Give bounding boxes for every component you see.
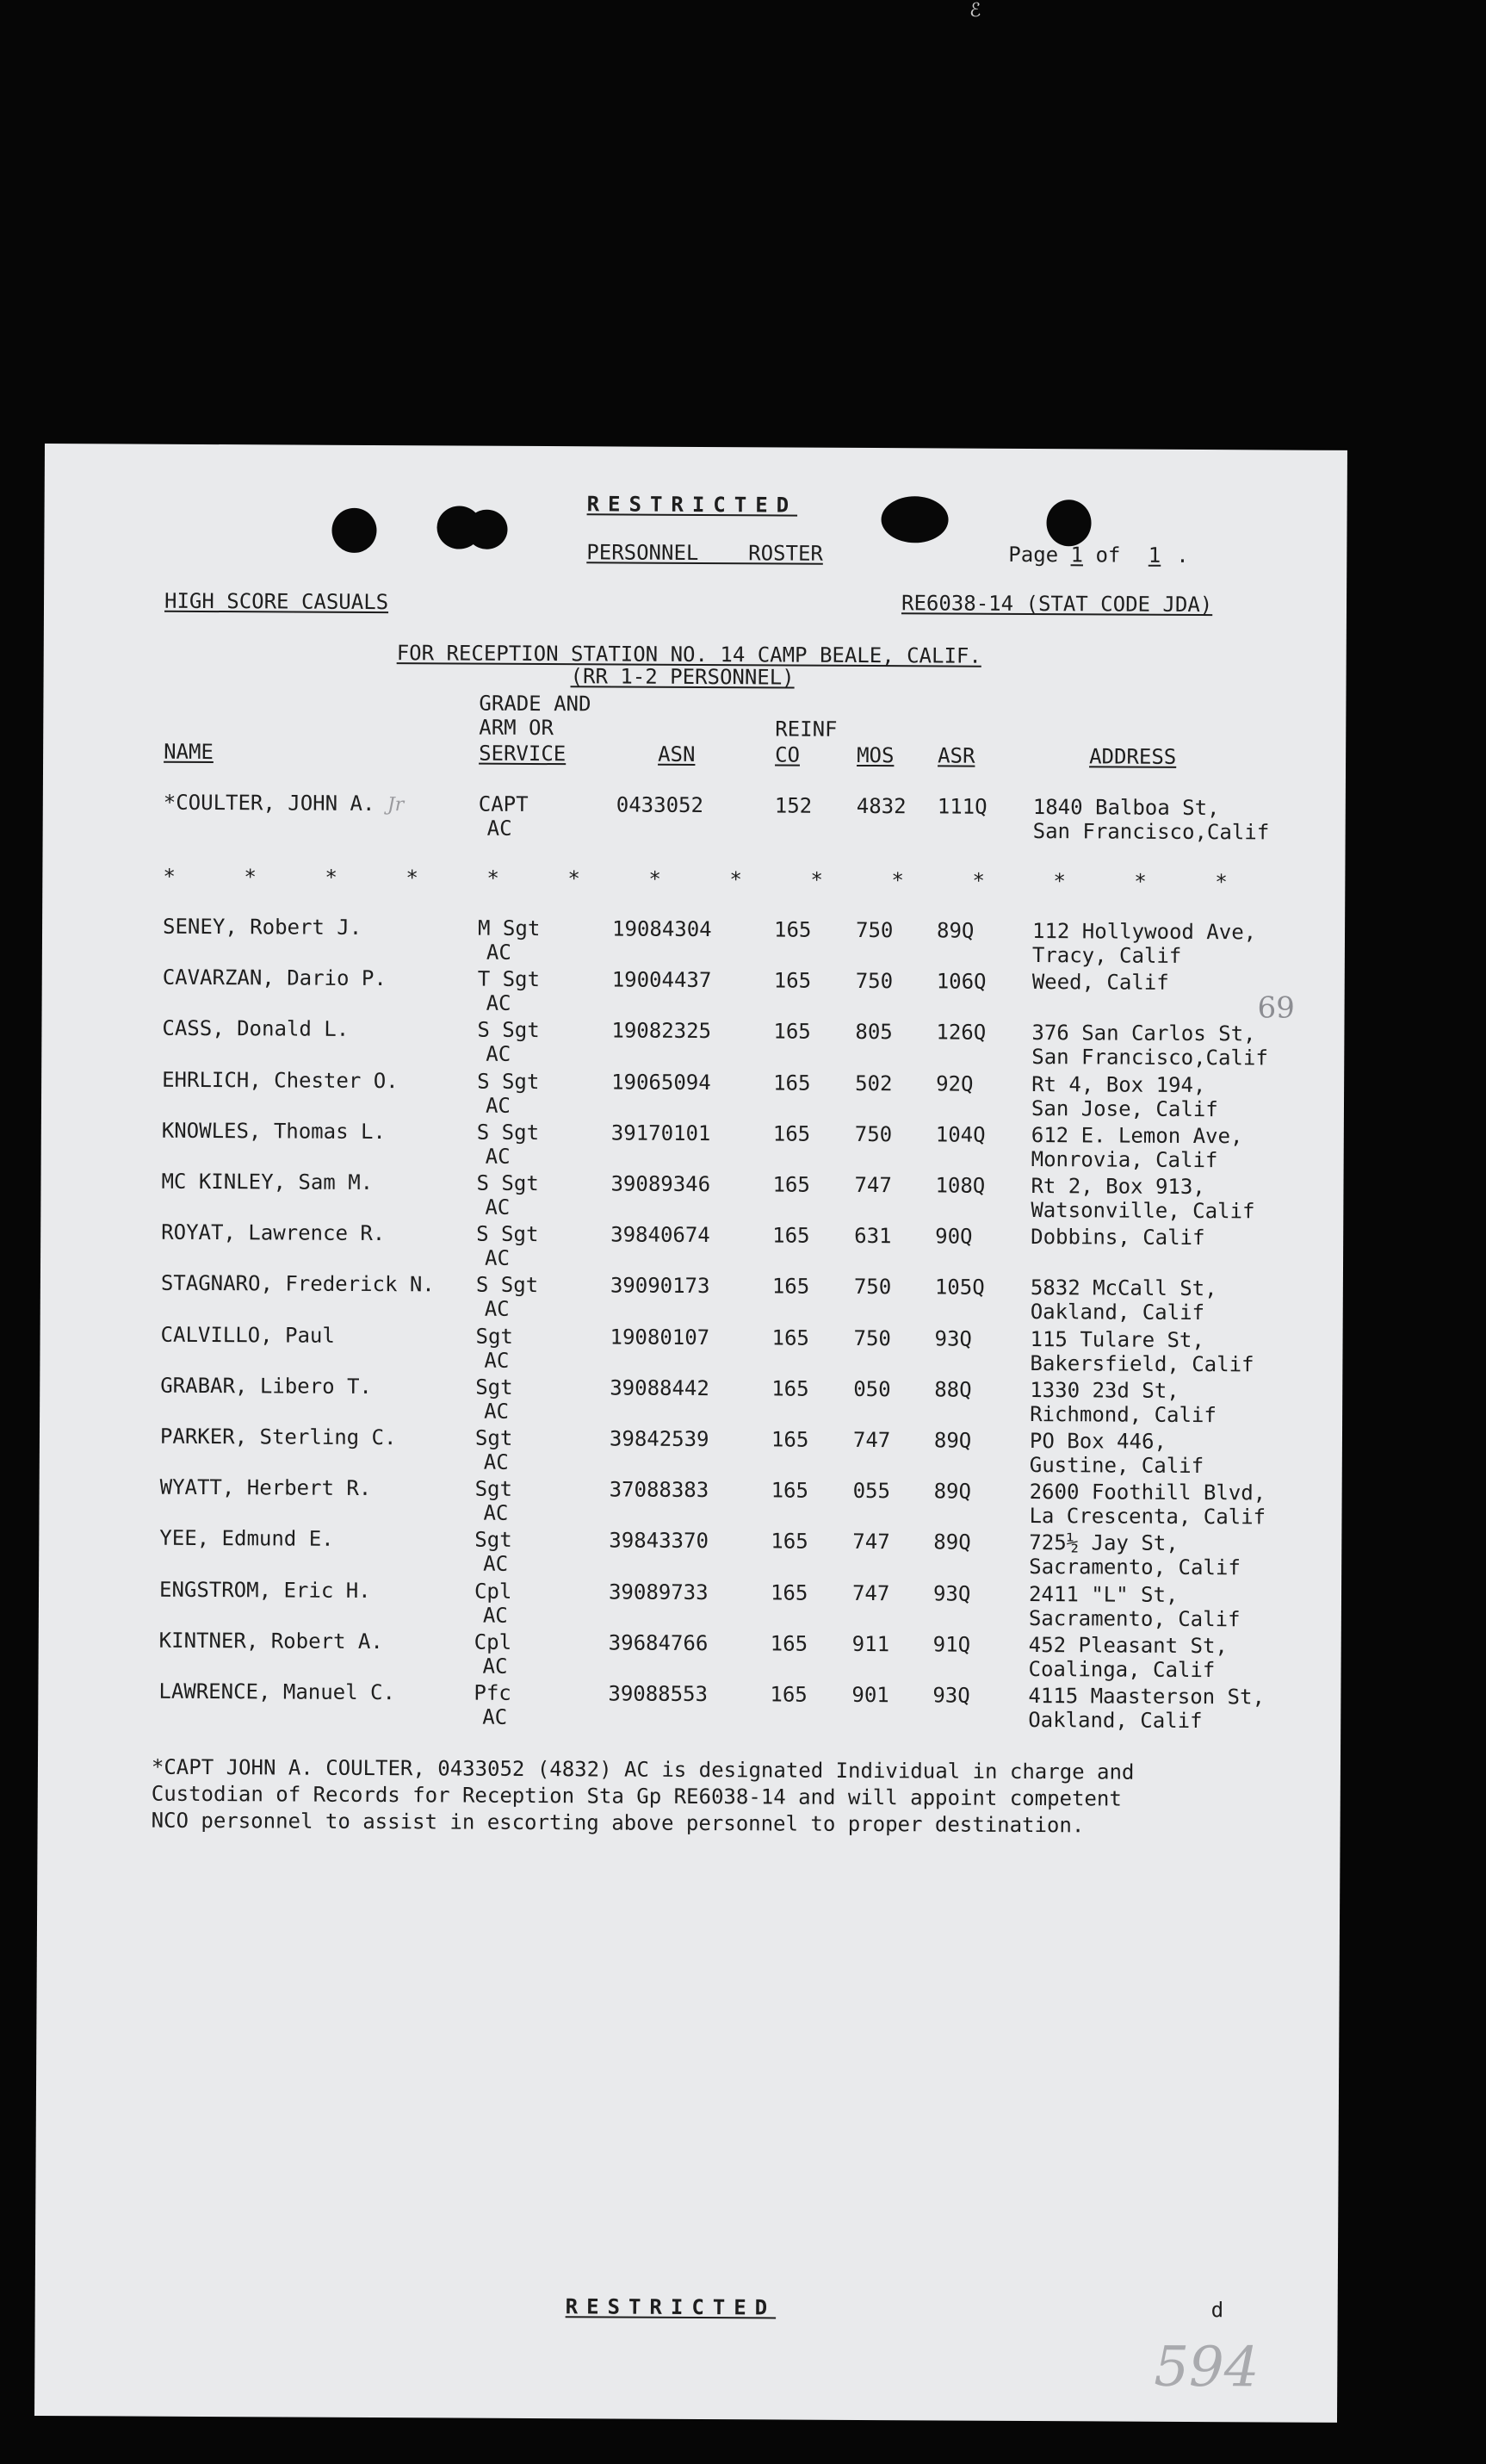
- d-mark: d: [1210, 2298, 1224, 2323]
- row-addr1: Rt 4, Box 194,: [1031, 1071, 1206, 1097]
- row-addr2: San Jose, Calif: [1031, 1095, 1218, 1121]
- row-mos: 502: [855, 1071, 893, 1095]
- row-addr1: 112 Hollywood Ave,: [1031, 919, 1257, 945]
- col-grade-l3: SERVICE: [479, 741, 567, 767]
- row-mos: 750: [853, 1325, 892, 1350]
- station-title: FOR RECEPTION STATION NO. 14 CAMP BEALE, CALIF.: [396, 641, 981, 668]
- col-mos: MOS: [857, 742, 895, 768]
- row-grade: S Sgt: [477, 1018, 540, 1043]
- separator-star: *: [891, 868, 904, 893]
- row-grade: S Sgt: [476, 1221, 539, 1247]
- officer-suffix-handwritten: Jr: [387, 794, 405, 816]
- row-arm: AC: [484, 1348, 510, 1373]
- row-name: ROYAT, Lawrence R.: [161, 1220, 386, 1246]
- row-reinf: 165: [773, 968, 812, 993]
- row-addr2: Sacramento, Calif: [1028, 1605, 1241, 1631]
- row-addr1: 5832 McCall St,: [1030, 1275, 1217, 1301]
- separator-star: *: [244, 865, 257, 890]
- row-asr: 93Q: [932, 1581, 971, 1606]
- row-mos: 750: [855, 969, 894, 994]
- page-num: 1: [1070, 543, 1084, 568]
- row-asr: 89Q: [933, 1530, 971, 1555]
- row-reinf: 165: [770, 1580, 808, 1605]
- row-asr: 108Q: [935, 1173, 986, 1198]
- row-grade: Sgt: [474, 1528, 512, 1553]
- row-asr: 89Q: [933, 1428, 972, 1453]
- row-asr: 89Q: [933, 1479, 972, 1504]
- row-reinf: 165: [773, 1019, 811, 1045]
- row-reinf: 165: [771, 1376, 809, 1401]
- roster-page: [34, 444, 1347, 2423]
- row-asn: 39842539: [609, 1426, 709, 1452]
- row-addr2: Monrovia, Calif: [1031, 1146, 1218, 1172]
- row-asn: 19004437: [611, 967, 712, 993]
- row-mos: 747: [851, 1580, 890, 1605]
- row-grade: Sgt: [475, 1375, 513, 1400]
- row-name: ENGSTROM, Eric H.: [158, 1577, 371, 1603]
- handwritten-page-number: 594: [1154, 2335, 1260, 2400]
- row-grade: Cpl: [474, 1629, 512, 1654]
- col-asn: ASN: [658, 742, 696, 767]
- punch-hole: [331, 508, 376, 553]
- row-mos: 901: [851, 1682, 889, 1708]
- row-reinf: 165: [771, 1478, 809, 1503]
- col-reinf-l2: CO: [775, 742, 801, 767]
- row-addr1: 2411 "L" St,: [1028, 1581, 1179, 1607]
- row-name: LAWRENCE, Manuel C.: [158, 1679, 396, 1705]
- separator-star: *: [486, 866, 499, 891]
- row-name: GRABAR, Libero T.: [160, 1373, 372, 1399]
- officer-name: [164, 791, 405, 817]
- row-asn: 39088553: [608, 1681, 709, 1707]
- row-arm: AC: [482, 1704, 508, 1729]
- page-indicator: [1008, 543, 1189, 568]
- row-reinf: 165: [771, 1325, 810, 1350]
- page-of: of: [1095, 543, 1121, 568]
- officer-asr: 111Q: [937, 794, 988, 819]
- row-asr: 105Q: [934, 1275, 985, 1300]
- row-grade: S Sgt: [475, 1273, 539, 1298]
- col-grade-l2: ARM OR: [479, 715, 554, 741]
- restricted-bottom: RESTRICTED: [565, 2294, 777, 2320]
- row-arm: AC: [485, 1144, 511, 1169]
- row-addr2: Oakland, Calif: [1028, 1708, 1203, 1734]
- roster-title-text: PERSONNEL ROSTER: [586, 540, 823, 566]
- row-addr2: Bakersfield, Calif: [1030, 1350, 1254, 1376]
- separator-star: *: [648, 866, 661, 891]
- row-reinf: 165: [772, 1172, 810, 1197]
- row-reinf: 165: [770, 1682, 808, 1707]
- row-grade: Pfc: [474, 1680, 511, 1705]
- row-arm: AC: [484, 1297, 510, 1322]
- separator-star: *: [163, 864, 176, 889]
- row-mos: 805: [855, 1020, 893, 1045]
- row-addr1: Dobbins, Calif: [1031, 1225, 1205, 1251]
- separator-star: *: [406, 866, 418, 891]
- row-arm: AC: [484, 1245, 511, 1271]
- row-arm: AC: [484, 1399, 510, 1424]
- separator-star: *: [1134, 869, 1147, 894]
- row-asn: 39170101: [610, 1120, 711, 1145]
- row-arm: AC: [486, 1042, 511, 1067]
- row-mos: 747: [852, 1530, 890, 1555]
- row-addr2: Watsonville, Calif: [1031, 1198, 1255, 1224]
- row-arm: AC: [482, 1603, 508, 1628]
- col-name: NAME: [164, 739, 214, 765]
- row-addr2: Richmond, Calif: [1030, 1401, 1217, 1427]
- separator-star: *: [1215, 870, 1228, 895]
- col-asr: ASR: [938, 743, 975, 768]
- row-name: CAVARZAN, Dario P.: [162, 965, 387, 991]
- separator-star: *: [1053, 869, 1066, 894]
- row-mos: 750: [855, 917, 894, 943]
- row-asn: 19084304: [611, 916, 712, 942]
- row-reinf: 165: [771, 1529, 808, 1555]
- row-addr1: Rt 2, Box 913,: [1031, 1174, 1205, 1200]
- row-asn: 39089733: [608, 1580, 709, 1604]
- row-reinf: 165: [772, 1223, 810, 1248]
- punch-hole: [881, 496, 948, 543]
- separator-star: *: [325, 865, 337, 890]
- row-name: STAGNARO, Frederick N.: [160, 1271, 435, 1297]
- row-asn: 39840674: [610, 1222, 710, 1248]
- row-mos: 055: [852, 1479, 891, 1504]
- row-addr1: PO Box 446,: [1029, 1429, 1167, 1454]
- page-total: 1: [1148, 543, 1161, 568]
- row-asn: 39090173: [610, 1273, 710, 1299]
- row-addr1: 115 Tulare St,: [1030, 1326, 1204, 1352]
- row-name: CALVILLO, Paul: [160, 1322, 335, 1348]
- separator-star: *: [567, 866, 580, 891]
- row-asn: 19082325: [611, 1018, 712, 1044]
- row-name: EHRLICH, Chester O.: [162, 1067, 399, 1093]
- row-arm: AC: [483, 1552, 509, 1577]
- row-reinf: 165: [770, 1631, 808, 1656]
- row-addr1: 376 San Carlos St,: [1031, 1021, 1256, 1046]
- row-asr: 104Q: [935, 1122, 986, 1147]
- col-grade-l1: GRADE AND: [479, 691, 591, 717]
- row-asn: 39684766: [608, 1630, 709, 1655]
- row-grade: S Sgt: [476, 1120, 540, 1145]
- scan-mark: ℰ: [969, 0, 981, 22]
- row-mos: 750: [853, 1275, 892, 1300]
- row-addr1: 612 E. Lemon Ave,: [1031, 1122, 1243, 1149]
- roster-title: [586, 540, 823, 565]
- rr-subtitle: (RR 1-2 PERSONNEL): [570, 664, 795, 690]
- officer-asn: 0433052: [616, 792, 704, 818]
- row-addr2: Oakland, Calif: [1030, 1300, 1205, 1325]
- officer-grade: CAPT: [478, 791, 529, 816]
- row-asr: 126Q: [936, 1020, 987, 1046]
- margin-note-handwritten: 69: [1257, 990, 1295, 1026]
- row-asr: 91Q: [932, 1632, 971, 1657]
- row-grade: Cpl: [474, 1579, 512, 1604]
- row-asr: 93Q: [932, 1683, 970, 1708]
- col-reinf-l1: REINF: [775, 717, 838, 742]
- row-grade: Sgt: [474, 1476, 513, 1502]
- row-name: SENEY, Robert J.: [162, 914, 362, 940]
- page-prefix: Page: [1008, 542, 1059, 568]
- row-arm: AC: [485, 1195, 511, 1220]
- row-addr2: San Francisco,Calif: [1031, 1045, 1268, 1071]
- row-arm: AC: [483, 1449, 509, 1474]
- row-reinf: 165: [773, 1071, 811, 1095]
- row-addr1: 725½ Jay St,: [1029, 1530, 1179, 1556]
- row-asn: 19080107: [610, 1325, 710, 1350]
- footnote-line-1: *CAPT JOHN A. COULTER, 0433052 (4832) AC is designated Individual in charge and: [151, 1754, 1135, 1784]
- row-asn: 19065094: [611, 1070, 711, 1095]
- row-name: YEE, Edmund E.: [159, 1526, 334, 1552]
- row-asr: 89Q: [936, 918, 975, 943]
- footnote-line-3: NCO personnel to assist in escorting above personnel to proper destination.: [151, 1808, 1085, 1838]
- row-name: KINTNER, Robert A.: [158, 1628, 383, 1654]
- footnote-line-2: Custodian of Records for Reception Sta Gp RE6038-14 and will appoint competent: [151, 1781, 1122, 1811]
- row-addr2: La Crescenta, Calif: [1029, 1504, 1266, 1530]
- row-name: KNOWLES, Thomas L.: [161, 1118, 386, 1144]
- row-mos: 747: [854, 1172, 892, 1198]
- row-reinf: 165: [771, 1427, 809, 1452]
- officer-addr2: San Francisco,Calif: [1032, 819, 1270, 845]
- row-grade: Sgt: [475, 1324, 514, 1349]
- punch-hole: [466, 510, 507, 549]
- row-addr1: Weed, Calif: [1031, 970, 1169, 996]
- row-name: WYATT, Herbert R.: [159, 1474, 372, 1501]
- row-arm: AC: [486, 990, 511, 1016]
- punch-hole: [1046, 500, 1091, 546]
- row-grade: Sgt: [474, 1425, 513, 1450]
- restricted-top: RESTRICTED: [586, 492, 798, 518]
- row-addr1: 1330 23d St,: [1030, 1377, 1180, 1403]
- row-arm: AC: [482, 1654, 508, 1679]
- row-mos: 911: [851, 1631, 890, 1656]
- col-address: ADDRESS: [1089, 744, 1177, 769]
- row-asr: 88Q: [934, 1377, 972, 1402]
- officer-reinf: 152: [774, 793, 813, 818]
- officer-name-text: *COULTER, JOHN A.: [163, 790, 375, 816]
- officer-mos: 4832: [856, 793, 907, 819]
- row-asn: 37088383: [609, 1477, 709, 1503]
- page-suffix: .: [1176, 543, 1189, 568]
- row-grade: S Sgt: [476, 1170, 539, 1196]
- left-title: HIGH SCORE CASUALS: [164, 588, 389, 615]
- row-addr1: 2600 Foothill Blvd,: [1029, 1480, 1266, 1505]
- row-mos: 050: [853, 1376, 891, 1401]
- row-arm: AC: [483, 1500, 509, 1526]
- row-addr2: Tracy, Calif: [1031, 943, 1182, 968]
- row-asr: 92Q: [936, 1071, 974, 1096]
- separator-star: *: [729, 867, 742, 892]
- row-asr: 90Q: [935, 1224, 973, 1249]
- row-reinf: 165: [772, 1121, 811, 1146]
- row-grade: M Sgt: [477, 915, 541, 941]
- officer-addr1: 1840 Balboa St,: [1032, 795, 1220, 821]
- row-addr1: 452 Pleasant St,: [1028, 1632, 1228, 1659]
- row-name: CASS, Donald L.: [162, 1016, 350, 1042]
- right-code: RE6038-14 (STAT CODE JDA): [901, 591, 1213, 618]
- row-asr: 106Q: [936, 969, 987, 994]
- row-reinf: 165: [773, 917, 812, 942]
- row-grade: T Sgt: [477, 966, 541, 992]
- row-addr2: Coalinga, Calif: [1028, 1656, 1216, 1682]
- row-asn: 39088442: [610, 1375, 709, 1400]
- row-asn: 39089346: [610, 1171, 711, 1197]
- row-mos: 631: [854, 1224, 892, 1249]
- row-addr2: Sacramento, Calif: [1029, 1555, 1241, 1580]
- row-asn: 39843370: [609, 1528, 709, 1554]
- row-asr: 93Q: [934, 1326, 973, 1351]
- row-grade: S Sgt: [477, 1069, 540, 1094]
- officer-arm: AC: [486, 816, 512, 841]
- row-arm: AC: [485, 1093, 511, 1118]
- row-addr2: Gustine, Calif: [1029, 1453, 1204, 1479]
- row-mos: 750: [854, 1121, 893, 1146]
- row-name: MC KINLEY, Sam M.: [161, 1169, 374, 1195]
- separator-star: *: [972, 868, 985, 893]
- row-arm: AC: [486, 940, 511, 965]
- row-name: PARKER, Sterling C.: [159, 1424, 397, 1450]
- row-mos: 747: [852, 1427, 891, 1453]
- row-addr1: 4115 Maasterson St,: [1028, 1684, 1266, 1710]
- row-reinf: 165: [771, 1274, 810, 1300]
- separator-star: *: [810, 867, 823, 892]
